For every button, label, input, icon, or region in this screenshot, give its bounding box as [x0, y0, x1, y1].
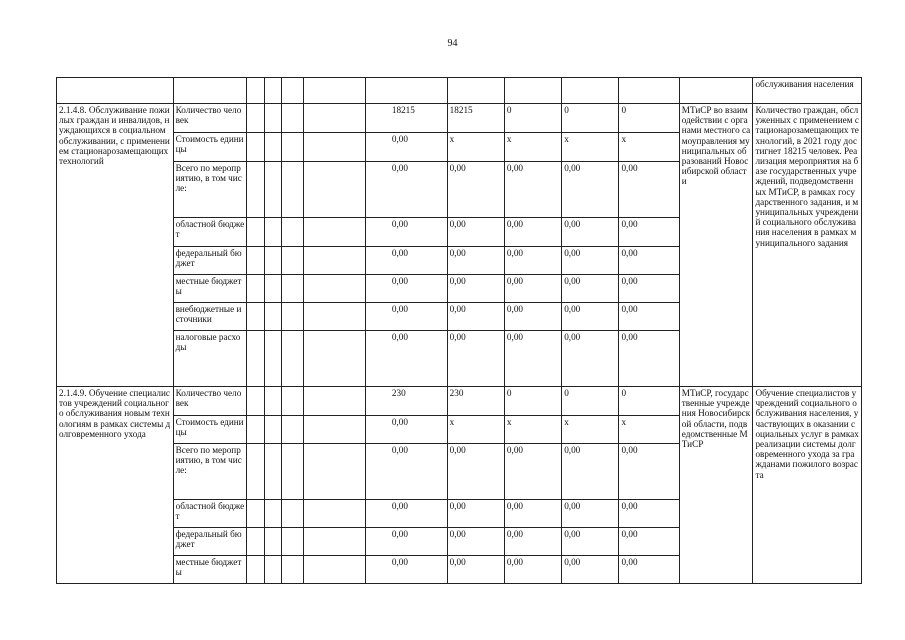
value-cell: 0,00: [619, 303, 679, 331]
empty-cell: [247, 387, 264, 416]
continuation-empty-cell: [619, 78, 679, 104]
value-cell: 0,00: [619, 500, 679, 528]
value-cell: 0,00: [504, 528, 561, 556]
empty-cell: [365, 162, 390, 218]
empty-cell: [247, 275, 264, 303]
empty-cell: [304, 416, 365, 444]
empty-cell: [365, 247, 390, 275]
value-cell: 0,00: [504, 444, 561, 500]
value-cell: 0,00: [619, 247, 679, 275]
empty-cell: [281, 387, 304, 416]
empty-cell: [365, 556, 390, 584]
value-cell: 0: [562, 387, 619, 416]
empty-cell: [281, 133, 304, 162]
empty-cell: [247, 162, 264, 218]
empty-cell: [365, 133, 390, 162]
result-cell: Обучение специалистов учреждений социального обслуживания населения, участвующих в оказании социальных услуг в рамках реализации системы долговременного ухода за гражданами пожилого возраста: [753, 387, 862, 584]
empty-cell: [247, 218, 264, 247]
empty-cell: [365, 444, 390, 500]
continuation-empty-cell: [264, 78, 281, 104]
value-cell: 0,00: [390, 500, 447, 528]
empty-cell: [365, 500, 390, 528]
value-cell: 0,00: [562, 247, 619, 275]
empty-cell: [281, 444, 304, 500]
value-cell: 18215: [390, 104, 447, 133]
continuation-empty-cell: [247, 78, 264, 104]
empty-cell: [264, 556, 281, 584]
value-cell: 0,00: [562, 444, 619, 500]
indicator-label-cell: Количество человек: [173, 387, 247, 416]
empty-cell: [264, 162, 281, 218]
value-cell: 0,00: [447, 331, 504, 387]
empty-cell: [365, 416, 390, 444]
value-cell: 0,00: [504, 331, 561, 387]
value-cell: 0,00: [447, 500, 504, 528]
value-cell: 0,00: [390, 218, 447, 247]
indicator-label-cell: областной бюджет: [173, 500, 247, 528]
value-cell: 0,00: [562, 303, 619, 331]
value-cell: x: [619, 133, 679, 162]
indicator-label-cell: Стоимость единицы: [173, 416, 247, 444]
empty-cell: [281, 500, 304, 528]
value-cell: 0,00: [504, 218, 561, 247]
value-cell: 0,00: [447, 218, 504, 247]
page-number: 94: [447, 38, 458, 49]
value-cell: 0,00: [390, 133, 447, 162]
empty-cell: [365, 218, 390, 247]
value-cell: x: [447, 133, 504, 162]
value-cell: 0,00: [390, 528, 447, 556]
empty-cell: [304, 303, 365, 331]
empty-cell: [264, 416, 281, 444]
value-cell: 0: [562, 104, 619, 133]
empty-cell: [304, 162, 365, 218]
empty-cell: [304, 275, 365, 303]
value-cell: 0,00: [562, 218, 619, 247]
empty-cell: [365, 528, 390, 556]
empty-cell: [281, 556, 304, 584]
value-cell: 0,00: [390, 416, 447, 444]
value-cell: x: [562, 133, 619, 162]
value-cell: 0: [504, 104, 561, 133]
indicator-label-cell: налоговые расходы: [173, 331, 247, 387]
indicator-label-cell: Всего по мероприятию, в том числе:: [173, 162, 247, 218]
value-cell: 0,00: [504, 500, 561, 528]
empty-cell: [264, 133, 281, 162]
value-cell: 0,00: [447, 444, 504, 500]
value-cell: 0,00: [447, 528, 504, 556]
continuation-empty-cell: [304, 78, 365, 104]
empty-cell: [281, 162, 304, 218]
empty-cell: [264, 500, 281, 528]
value-cell: 0,00: [447, 303, 504, 331]
empty-cell: [247, 444, 264, 500]
empty-cell: [264, 247, 281, 275]
continuation-empty-cell: [679, 78, 753, 104]
empty-cell: [247, 416, 264, 444]
table-row: [57, 387, 862, 416]
value-cell: 0,00: [619, 162, 679, 218]
value-cell: 0,00: [619, 275, 679, 303]
empty-cell: [264, 444, 281, 500]
indicator-label-cell: областной бюджет: [173, 218, 247, 247]
indicator-label-cell: Количество человек: [173, 104, 247, 133]
empty-cell: [365, 387, 390, 416]
value-cell: 0,00: [390, 303, 447, 331]
indicator-label-cell: федеральный бюджет: [173, 528, 247, 556]
empty-cell: [304, 247, 365, 275]
value-cell: 0,00: [504, 303, 561, 331]
continuation-row: [57, 78, 862, 104]
value-cell: 0,00: [619, 528, 679, 556]
indicator-label-cell: Стоимость единицы: [173, 133, 247, 162]
empty-cell: [304, 218, 365, 247]
activity-title-cell: 2.1.4.8. Обслуживание пожилых граждан и инвалидов, нуждающихся в социальном обслуживании, с применением стационарозамещающих технологий: [57, 104, 174, 387]
value-cell: x: [619, 416, 679, 444]
empty-cell: [264, 528, 281, 556]
empty-cell: [264, 387, 281, 416]
empty-cell: [281, 275, 304, 303]
value-cell: 0,00: [562, 556, 619, 584]
executor-cell: МТиСР, государственные учреждения Новосибирской области, подведомственные МТиСР: [679, 387, 753, 584]
indicator-label-cell: местные бюджеты: [173, 556, 247, 584]
value-cell: 0,00: [447, 162, 504, 218]
table-row: [57, 104, 862, 133]
empty-cell: [281, 247, 304, 275]
value-cell: 0,00: [390, 162, 447, 218]
value-cell: 0,00: [504, 162, 561, 218]
empty-cell: [247, 104, 264, 133]
value-cell: 0,00: [447, 556, 504, 584]
value-cell: 0,00: [390, 275, 447, 303]
indicator-label-cell: Всего по мероприятию, в том числе:: [173, 444, 247, 500]
value-cell: 0: [619, 387, 679, 416]
empty-cell: [365, 104, 390, 133]
value-cell: 0,00: [390, 331, 447, 387]
value-cell: 0,00: [447, 275, 504, 303]
value-cell: 0,00: [562, 162, 619, 218]
empty-cell: [264, 218, 281, 247]
value-cell: x: [447, 416, 504, 444]
empty-cell: [281, 331, 304, 387]
empty-cell: [365, 331, 390, 387]
empty-cell: [264, 275, 281, 303]
empty-cell: [247, 247, 264, 275]
value-cell: 0,00: [504, 556, 561, 584]
continuation-empty-cell: [562, 78, 619, 104]
value-cell: 0,00: [390, 247, 447, 275]
empty-cell: [281, 104, 304, 133]
empty-cell: [264, 303, 281, 331]
empty-cell: [247, 556, 264, 584]
executor-cell: МТиСР во взаимодействии с органами местного самоуправления муниципальных образований Новосибирской области: [679, 104, 753, 387]
empty-cell: [365, 275, 390, 303]
value-cell: 18215: [447, 104, 504, 133]
value-cell: 0: [504, 387, 561, 416]
empty-cell: [281, 416, 304, 444]
value-cell: 0,00: [390, 444, 447, 500]
empty-cell: [304, 444, 365, 500]
empty-cell: [304, 331, 365, 387]
value-cell: x: [504, 416, 561, 444]
empty-cell: [247, 528, 264, 556]
empty-cell: [304, 387, 365, 416]
value-cell: x: [562, 416, 619, 444]
empty-cell: [304, 528, 365, 556]
value-cell: 0,00: [562, 331, 619, 387]
empty-cell: [365, 303, 390, 331]
continuation-result-cell: обслуживания населения: [753, 78, 862, 104]
empty-cell: [247, 500, 264, 528]
value-cell: 0,00: [619, 556, 679, 584]
value-cell: x: [504, 133, 561, 162]
continuation-empty-cell: [281, 78, 304, 104]
indicator-label-cell: местные бюджеты: [173, 275, 247, 303]
empty-cell: [304, 104, 365, 133]
value-cell: 0,00: [562, 500, 619, 528]
empty-cell: [247, 303, 264, 331]
continuation-empty-cell: [447, 78, 504, 104]
value-cell: 0,00: [390, 556, 447, 584]
empty-cell: [247, 331, 264, 387]
continuation-empty-cell: [173, 78, 247, 104]
value-cell: 0,00: [619, 218, 679, 247]
empty-cell: [281, 218, 304, 247]
activity-title-cell: 2.1.4.9. Обучение специалистов учреждений социального обслуживания новым технологиям в рамках системы долговременного ухода: [57, 387, 174, 584]
result-cell: Количество граждан, обслуженных с применением стационарозамещающих технологий, в 2021 году достигнет 18215 человек. Реализация мероприятия на базе государственных учреждений, подведомственных МТиСР, в рамках государственного задания, и муниципальных учреждений социального обслуживания населения в рамках муниципального задания: [753, 104, 862, 387]
empty-cell: [304, 556, 365, 584]
value-cell: 0: [619, 104, 679, 133]
value-cell: 0,00: [504, 275, 561, 303]
value-cell: 230: [447, 387, 504, 416]
empty-cell: [264, 104, 281, 133]
empty-cell: [247, 133, 264, 162]
value-cell: 230: [390, 387, 447, 416]
empty-cell: [281, 528, 304, 556]
value-cell: 0,00: [562, 275, 619, 303]
continuation-empty-cell: [390, 78, 447, 104]
empty-cell: [281, 303, 304, 331]
continuation-empty-cell: [504, 78, 561, 104]
continuation-title-cell: [57, 78, 174, 104]
indicator-label-cell: внебюджетные источники: [173, 303, 247, 331]
indicator-label-cell: федеральный бюджет: [173, 247, 247, 275]
empty-cell: [304, 133, 365, 162]
empty-cell: [264, 331, 281, 387]
value-cell: 0,00: [619, 331, 679, 387]
empty-cell: [304, 500, 365, 528]
value-cell: 0,00: [447, 247, 504, 275]
continuation-empty-cell: [365, 78, 390, 104]
value-cell: 0,00: [619, 444, 679, 500]
value-cell: 0,00: [562, 528, 619, 556]
value-cell: 0,00: [504, 247, 561, 275]
program-table: [56, 77, 862, 584]
